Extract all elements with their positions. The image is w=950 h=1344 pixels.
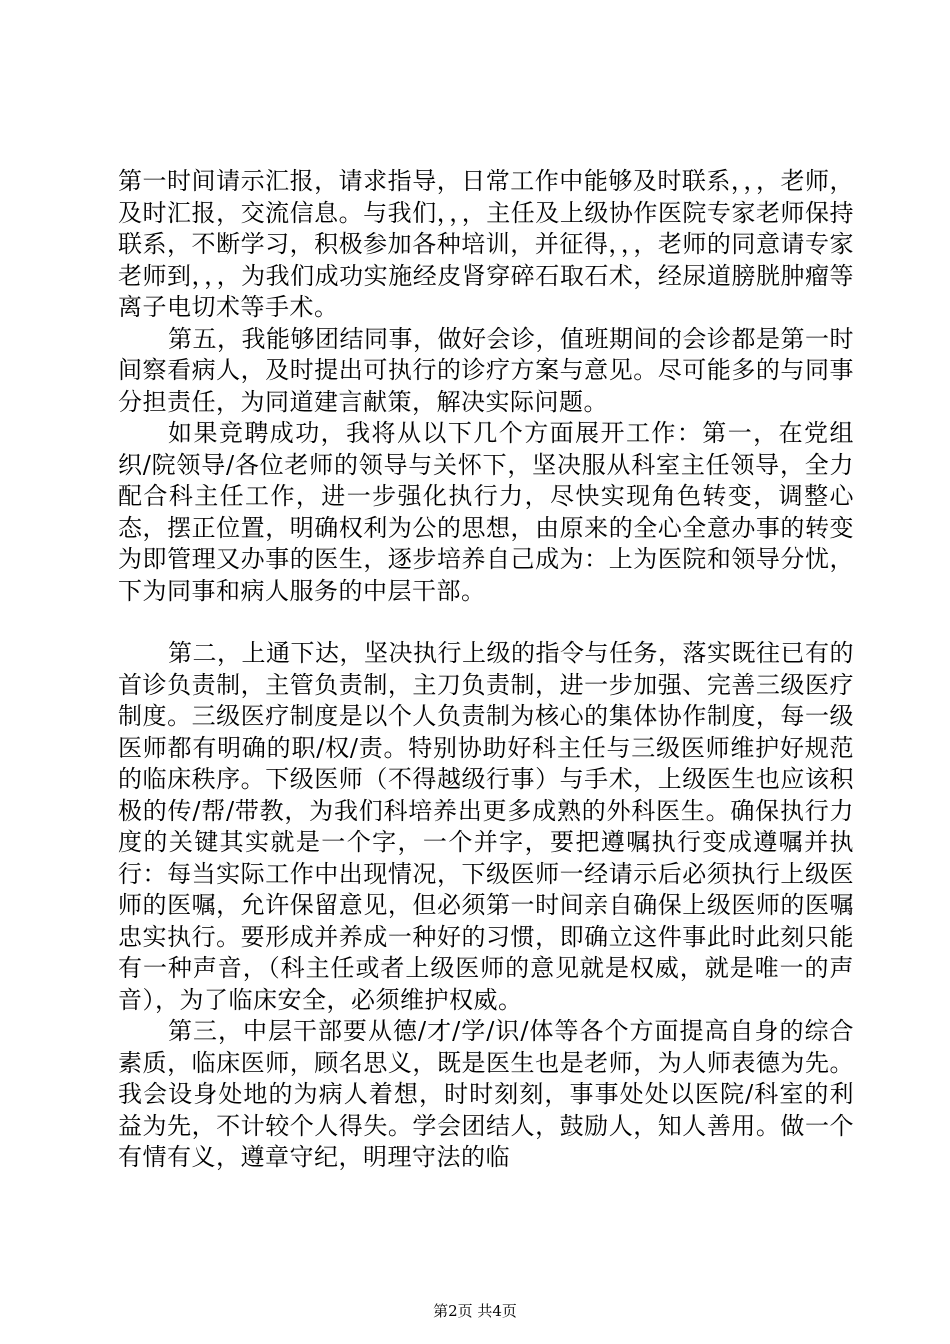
paragraph-third-point: 第三，中层干部要从德/才/学/识/体等各个方面提高自身的综合素质，临床医师，顾名思义，既是医生也是老师，为人师表德为先。我会设身处地的为病人着想，时时刻刻，事事处处以医院/科室的利益为先，不计较个人得失。学会团结人，鼓励人，知人善用。做一个有情有义，遵章守纪，明理守法的临 — [118, 1017, 854, 1171]
paragraph-fifth-point: 第五，我能够团结同事，做好会诊，值班期间的会诊都是第一时间察看病人，及时提出可执行的诊疗方案与意见。尽可能多的与同事分担责任，为同道建言献策，解决实际问题。 — [118, 324, 854, 416]
paragraph-second-point: 第二，上通下达，坚决执行上级的指令与任务，落实既往已有的首诊负责制，主管负责制，主刀负责制，进一步加强、完善三级医疗制度。三级医疗制度是以个人负责制为核心的集体协作制度，每一级医师都有明确的职/权/责。特别协助好科主任与三级医师维护好规范的临床秩序。下级医师（不得越级行事）与手术，上级医生也应该积极的传/帮/带教，为我们科培养出更多成熟的外科医生。确保执行力度的关键其实就是一个字，一个并字，要把遵嘱执行变成遵嘱并执行：每当实际工作中出现情况，下级医师一经请示后必须执行上级医师的医嘱，允许保留意见，但必须第一时间亲自确保上级医师的医嘱忠实执行。要形成并养成一种好的习惯，即确立这件事此时此刻只能有一种声音，（科主任或者上级医师的意见就是权威，就是唯一的声音），为了临床安全，必须维护权威。 — [118, 639, 854, 1014]
paragraph-if-successful: 如果竞聘成功，我将从以下几个方面展开工作：第一，在党组织/院领导/各位老师的领导与关怀下，坚决服从科室主任领导，全力配合科主任工作，进一步强化执行力，尽快实现角色转变，调整心态，摆正位置，明确权利为公的思想，由原来的全心全意办事的转变为即管理又办事的医生，逐步培养自己成为：上为医院和领导分忧，下为同事和病人服务的中层干部。 — [118, 419, 854, 605]
document-body — [118, 166, 854, 1174]
paragraph-continuation: 第一时间请示汇报，请求指导，日常工作中能够及时联系，，，老师，及时汇报，交流信息。与我们，，，主任及上级协作医院专家老师保持联系，不断学习，积极参加各种培训，并征得，，，老师的同意请专家老师到，，，为我们成功实施经皮肾穿碎石取石术，经尿道膀胱肿瘤等离子电切术等手术。 — [118, 167, 854, 321]
page-number-footer: 第2页 共4页 — [433, 1302, 517, 1320]
